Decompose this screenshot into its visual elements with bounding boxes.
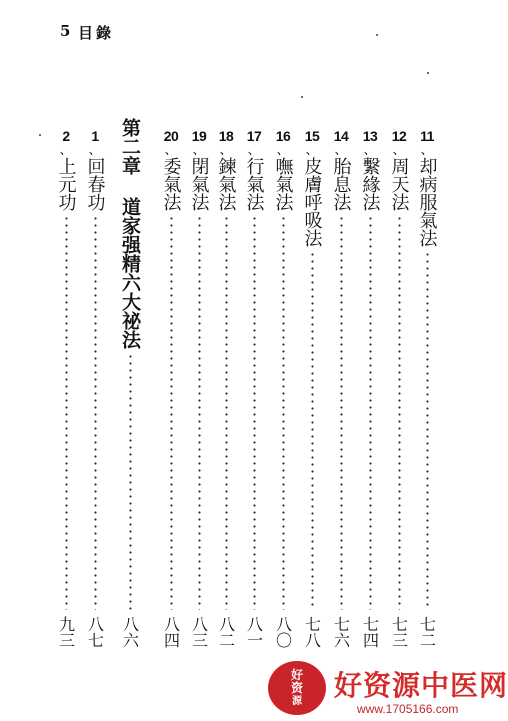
watermark-seal	[268, 661, 326, 715]
toc-entry	[55, 128, 77, 648]
leader-dots	[398, 215, 401, 610]
entry-page: 八三	[189, 616, 209, 648]
entry-title: 行氣法	[243, 157, 265, 211]
entry-page: 七六	[331, 616, 351, 648]
entry-title: 周天法	[388, 157, 410, 211]
leader-dots	[170, 215, 173, 610]
entry-separator: 、	[420, 143, 434, 158]
toc-entry	[188, 128, 210, 648]
scan-speck	[427, 72, 429, 74]
entry-number: 12	[391, 128, 407, 144]
entry-title: 嘸氣法	[272, 157, 294, 211]
entry-page: 八〇	[273, 616, 293, 648]
entry-title: 却病服氣法	[416, 157, 438, 247]
leader-dots	[198, 215, 201, 610]
entry-page: 八二	[216, 616, 236, 648]
entry-title: 上元功	[55, 157, 77, 211]
entry-separator: 、	[305, 143, 319, 158]
entry-page: 九三	[56, 616, 76, 648]
toc-entry	[160, 128, 182, 648]
seal-char: 源	[292, 695, 302, 707]
entry-page: 七八	[302, 616, 322, 648]
entry-separator: 、	[164, 143, 178, 158]
entry-title: 回春功	[84, 157, 106, 211]
page-number: 5	[60, 22, 71, 40]
entry-separator: 、	[192, 143, 206, 158]
toc-entry	[243, 128, 265, 648]
entry-number: 19	[191, 128, 207, 144]
entry-separator: 、	[247, 143, 261, 158]
entry-title: 胎息法	[330, 157, 352, 211]
toc-entry	[272, 128, 294, 648]
entry-number: 15	[304, 128, 320, 144]
entry-separator: 、	[88, 143, 102, 158]
scan-speck	[39, 134, 41, 136]
toc-entry	[84, 128, 106, 648]
chapter-title: 道家强精六大祕法	[119, 197, 141, 349]
entry-separator: 、	[59, 143, 73, 158]
watermark-text: 好资源中医网	[334, 669, 508, 702]
entry-title: 委氣法	[160, 157, 182, 211]
leader-dots	[129, 353, 132, 610]
entry-title: 繫緣法	[359, 157, 381, 211]
entry-title: 鍊氣法	[215, 157, 237, 211]
entry-number: 17	[246, 128, 262, 144]
entry-number: 1	[91, 128, 99, 144]
page-title-part1: 目	[78, 24, 94, 42]
entry-number: 18	[218, 128, 234, 144]
leader-dots	[225, 215, 228, 610]
leader-dots	[426, 251, 429, 610]
entry-title: 閉氣法	[188, 157, 210, 211]
leader-dots	[282, 215, 285, 610]
scan-speck	[376, 34, 378, 36]
entry-page: 七四	[360, 616, 380, 648]
entry-page: 七二	[417, 616, 437, 648]
entry-page: 八四	[161, 616, 181, 648]
entry-number: 14	[333, 128, 349, 144]
entry-separator: 、	[392, 143, 406, 158]
entry-separator: 、	[219, 143, 233, 158]
toc-entry	[416, 128, 438, 648]
watermark-url: www.1705166.com	[357, 702, 459, 716]
entry-title: 皮膚呼吸法	[301, 157, 323, 247]
chapter-heading	[117, 118, 143, 648]
entry-separator: 、	[334, 143, 348, 158]
toc-entry	[301, 128, 323, 648]
entry-separator: 、	[276, 143, 290, 158]
entry-number: 16	[275, 128, 291, 144]
chapter-page: 八六	[120, 616, 140, 648]
entry-number: 11	[420, 128, 434, 144]
entry-page: 七三	[389, 616, 409, 648]
seal-char: 好	[290, 667, 303, 682]
seal-char: 资	[290, 680, 303, 695]
entry-separator: 、	[363, 143, 377, 158]
leader-dots	[65, 215, 68, 610]
toc-entry	[359, 128, 381, 648]
scan-speck	[301, 96, 303, 98]
toc-entry	[215, 128, 237, 648]
chapter-label: 第二章	[119, 118, 141, 175]
leader-dots	[253, 215, 256, 610]
entry-page: 八一	[244, 616, 264, 648]
leader-dots	[311, 251, 314, 610]
entry-page: 八七	[85, 616, 105, 648]
entry-number: 13	[362, 128, 378, 144]
leader-dots	[94, 215, 97, 610]
entry-number: 2	[62, 128, 70, 144]
leader-dots	[340, 215, 343, 610]
toc-entry	[330, 128, 352, 648]
page-title-part2: 錄	[96, 24, 112, 42]
entry-number: 20	[163, 128, 179, 144]
leader-dots	[369, 215, 372, 610]
toc-entry	[388, 128, 410, 648]
